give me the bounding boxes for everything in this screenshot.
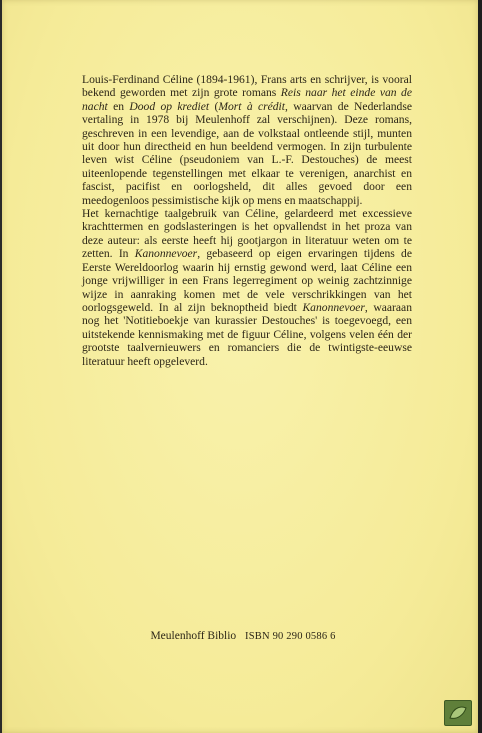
publisher-footer bbox=[2, 630, 482, 642]
book-back-cover bbox=[2, 0, 478, 733]
book-edge bbox=[478, 0, 482, 733]
publisher-name: Meulenhoff Biblio bbox=[150, 630, 237, 642]
book-title-italic: Mort à crédit bbox=[218, 99, 285, 113]
price-sticker-icon bbox=[444, 700, 472, 726]
blurb-text-run: , gebaseerd op eigen ervaringen tijdens de Eerste Wereldoorlog waarin hij ernstig gewond werd, laat Céline een jonge vrijwilliger in een Frans legerregiment op weinig zachtzinnige wijze in aanraking komen met de vele verschrikkingen van het oorlogsgeweld. In al zijn beknoptheid biedt bbox=[82, 247, 412, 314]
blurb-paragraph-1 bbox=[82, 73, 412, 207]
blurb-paragraph-2 bbox=[82, 207, 412, 368]
book-title-italic: Kanonnevoer bbox=[134, 247, 198, 261]
blurb-text-run: Louis-Ferdinand Céline (1894-1961), Frans arts en schrijver, is vooral bekend geworden met zijn grote romans bbox=[82, 73, 412, 100]
blurb-text-run: en bbox=[107, 99, 130, 113]
blurb-text-run: ( bbox=[209, 99, 219, 113]
book-title-italic: Reis naar het einde van de nacht bbox=[82, 86, 413, 113]
isbn-number: ISBN 90 290 0586 6 bbox=[245, 631, 336, 642]
sticker-leaf-icon bbox=[448, 704, 468, 722]
blurb-text bbox=[82, 73, 412, 368]
book-title-italic: Dood op krediet bbox=[129, 99, 210, 113]
blurb-text-run: Het kernachtige taalgebruik van Céline, gelardeerd met excessieve krachttermen en godslasteringen is het opvallendst in het proza van deze auteur: als eerste heeft hij gootjargon in literatuur weten om te zetten. In bbox=[82, 207, 412, 261]
book-title-italic: Kanonnevoer bbox=[302, 300, 365, 314]
blurb-text-run: , waarvan de Nederlandse vertaling in 1978 bij Meulenhoff zal verschijnen). Deze romans, geschreven in een levendige, aan de volkstaal ontleende stijl, munten uit door hun directheid en hun beeldend vermogen. In zijn turbulente leven wist Céline (pseudoniem van L.-F. Destouches) de meest uiteenlopende tegenstellingen met elkaar te verenigen, anarchist en fascist, pacifist en oorlogsheld, dit alles gevoed door een meedogenloos pessimistische kijk op mens en maatschappij. bbox=[82, 99, 412, 207]
blurb-text-run: , waaraan nog het 'Notitieboekje van kurassier Destouches' is toegevoegd, een uitstekende kennismaking met de figuur Céline, volgens velen één der grootste taalvernieuwers en romanciers die de twintigste-eeuwse literatuur heeft opgeleverd. bbox=[82, 300, 412, 368]
